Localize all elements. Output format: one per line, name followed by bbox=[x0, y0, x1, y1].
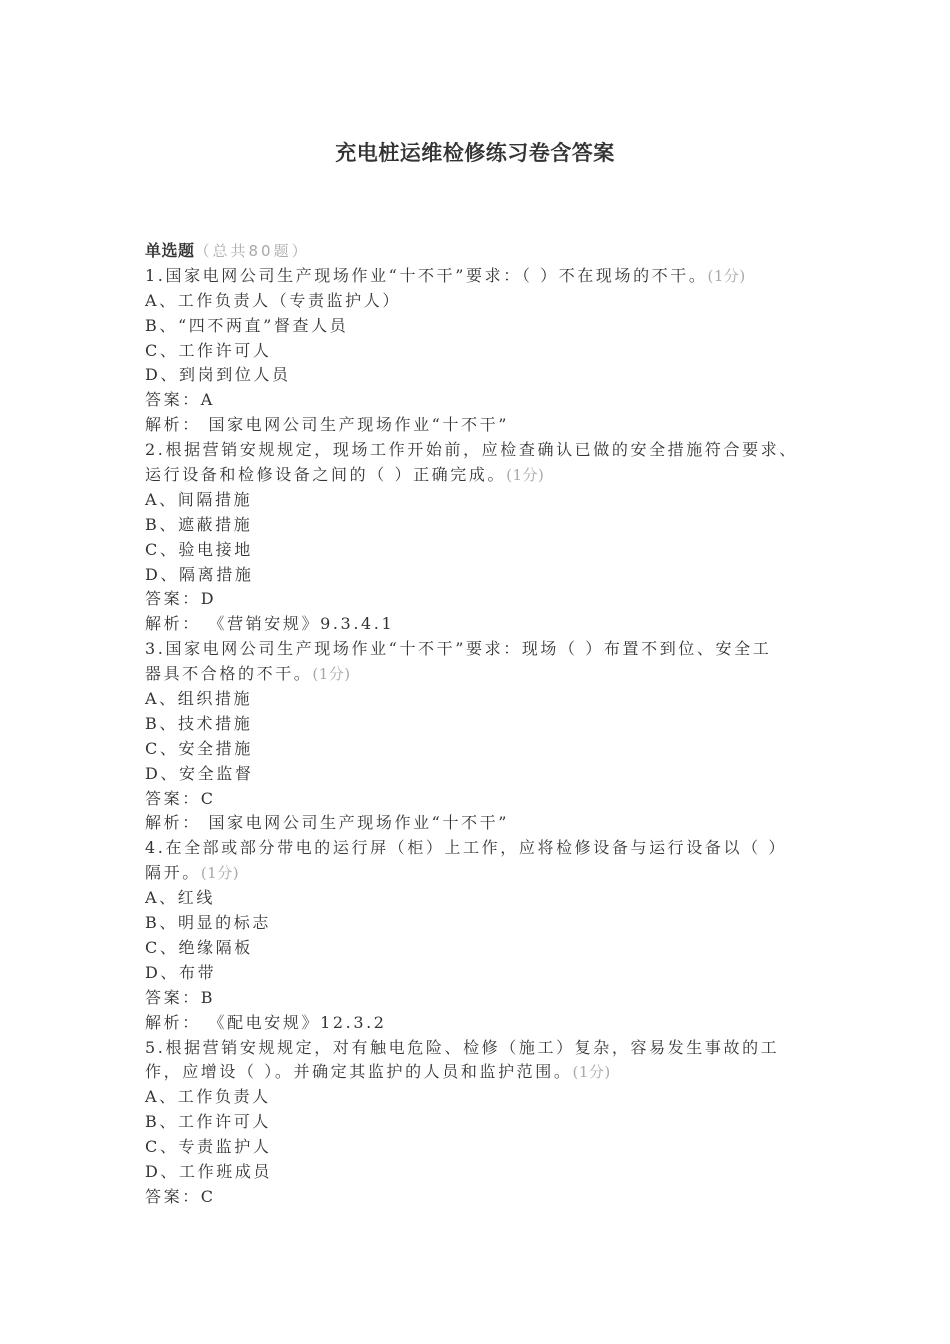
option-d: D、隔离措施 bbox=[145, 564, 254, 584]
option-a: A、组织措施 bbox=[145, 689, 253, 709]
question-stem-cont: 器具不合格的不干。(1分) bbox=[145, 664, 351, 684]
option-c: C、工作许可人 bbox=[145, 340, 272, 360]
option-b: B、“四不两直”督查人员 bbox=[145, 315, 349, 335]
answer: 答案：C bbox=[145, 788, 216, 808]
option-b: B、技术措施 bbox=[145, 713, 253, 733]
question-5 bbox=[145, 1036, 815, 1210]
option-c: C、专责监护人 bbox=[145, 1137, 272, 1157]
question-3 bbox=[145, 637, 815, 836]
answer: 答案：C bbox=[145, 1186, 216, 1206]
section-heading bbox=[145, 239, 815, 264]
question-score: (1分) bbox=[707, 266, 746, 285]
analysis: 解析： 《营销安规》9.3.4.1 bbox=[145, 614, 395, 634]
question-score: (1分) bbox=[506, 466, 545, 485]
question-2 bbox=[145, 438, 815, 637]
question-stem: 2.根据营销安规规定，现场工作开始前，应检查确认已做的安全措施符合要求、 bbox=[145, 440, 798, 460]
analysis: 解析： 国家电网公司生产现场作业“十不干” bbox=[145, 813, 510, 833]
option-d: D、安全监督 bbox=[145, 763, 254, 783]
option-b: B、明显的标志 bbox=[145, 913, 271, 933]
page-title: 充电桩运维检修练习卷含答案 bbox=[335, 141, 615, 165]
question-score: (1分) bbox=[572, 1063, 611, 1082]
option-d: D、布带 bbox=[145, 962, 217, 982]
section-count: （总共80题） bbox=[194, 242, 310, 260]
analysis: 解析： 国家电网公司生产现场作业“十不干” bbox=[145, 415, 510, 435]
analysis: 解析： 《配电安规》12.3.2 bbox=[145, 1012, 387, 1032]
option-b: B、遮蔽措施 bbox=[145, 514, 253, 534]
question-stem-cont: 作，应增设（ ）。并确定其监护的人员和监护范围。(1分) bbox=[145, 1062, 611, 1082]
option-c: C、验电接地 bbox=[145, 539, 253, 559]
document-body bbox=[145, 239, 815, 1210]
option-a: A、红线 bbox=[145, 888, 215, 908]
option-c: C、绝缘隔板 bbox=[145, 937, 253, 957]
answer: 答案：D bbox=[145, 589, 217, 609]
question-4 bbox=[145, 836, 815, 1035]
option-d: D、工作班成员 bbox=[145, 1161, 273, 1181]
question-1 bbox=[145, 264, 815, 438]
option-b: B、工作许可人 bbox=[145, 1112, 271, 1132]
question-stem-cont: 运行设备和检修设备之间的（ ）正确完成。(1分) bbox=[145, 465, 545, 485]
option-a: A、工作负责人（专责监护人） bbox=[145, 290, 401, 310]
answer: 答案：B bbox=[145, 987, 216, 1007]
question-stem: 1.国家电网公司生产现场作业“十不干”要求：（ ）不在现场的不干。(1分) bbox=[145, 265, 746, 285]
question-score: (1分) bbox=[312, 665, 351, 684]
option-a: A、间隔措施 bbox=[145, 489, 253, 509]
option-c: C、安全措施 bbox=[145, 738, 253, 758]
question-stem-cont: 隔开。(1分) bbox=[145, 863, 240, 883]
question-score: (1分) bbox=[200, 864, 240, 883]
question-stem: 5.根据营销安规规定，对有触电危险、检修（施工）复杂，容易发生事故的工 bbox=[145, 1037, 780, 1057]
option-d: D、到岗到位人员 bbox=[145, 365, 291, 385]
question-stem: 4.在全部或部分带电的运行屏（柜）上工作，应将检修设备与运行设备以（ ） bbox=[145, 838, 787, 858]
option-a: A、工作负责人 bbox=[145, 1087, 271, 1107]
question-stem: 3.国家电网公司生产现场作业“十不干”要求：现场（ ）布置不到位、安全工 bbox=[145, 639, 772, 659]
answer: 答案：A bbox=[145, 390, 215, 410]
section-title: 单选题 bbox=[145, 241, 195, 260]
